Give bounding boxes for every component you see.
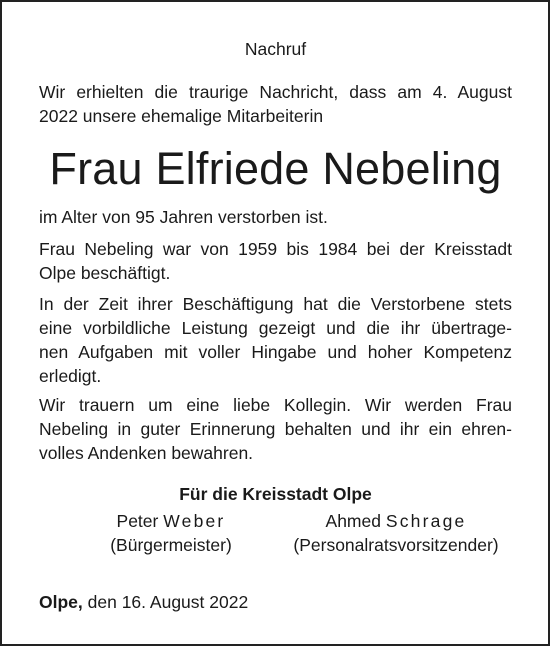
text-line: eine vorbildliche Leistung gezeigt und die ihr übertrage-	[39, 318, 512, 338]
text-line: im Alter von 95 Jahren verstorben ist.	[39, 207, 328, 227]
text-line: Nebeling in guter Erinnerung behalten und ihr ein ehren-	[39, 419, 512, 439]
signer-name	[61, 509, 281, 533]
signer-last-name: Weber	[163, 511, 226, 531]
signer-role: (Personalratsvorsitzender)	[293, 535, 499, 555]
deceased-name: Frau Elfriede Nebeling	[49, 143, 502, 194]
signer-first-name: Ahmed	[325, 511, 381, 531]
text-line: nen Aufgaben mit voller Hingabe und hoher Kompetenz	[39, 342, 512, 362]
signer-role: (Bürgermeister)	[110, 535, 232, 555]
place-name: Olpe,	[39, 592, 83, 612]
place-and-date	[39, 590, 248, 614]
age-paragraph	[39, 205, 512, 229]
text-line: Frau Nebeling war von 1959 bis 1984 bei der Kreisstadt	[39, 239, 512, 259]
signer-first-name: Peter	[116, 511, 159, 531]
date-text: den 16. August 2022	[87, 592, 249, 612]
text-line: In der Zeit ihrer Beschäftigung hat die Verstorbene stets	[39, 294, 512, 314]
signer-staff-council-chair	[261, 509, 531, 557]
text-line: volles Andenken bewahren.	[39, 443, 254, 463]
service-paragraph	[39, 292, 512, 388]
signer-last-name: Schrage	[385, 511, 467, 531]
mourning-paragraph	[39, 393, 512, 465]
signer-mayor	[61, 509, 281, 557]
signature-title: Für die Kreisstadt Olpe	[179, 484, 372, 504]
text-line: erledigt.	[39, 366, 102, 386]
notice-heading: Nachruf	[244, 39, 307, 59]
text-line: Wir erhielten die traurige Nachricht, dass am 4. August	[39, 82, 512, 102]
intro-paragraph	[39, 80, 512, 128]
text-line: 2022 unsere ehemalige Mitarbeiterin	[39, 106, 324, 126]
signer-name	[261, 509, 531, 533]
text-line: Wir trauern um eine liebe Kollegin. Wir werden Frau	[39, 395, 512, 415]
employment-paragraph	[39, 237, 512, 285]
text-line: Olpe beschäftigt.	[39, 263, 171, 283]
